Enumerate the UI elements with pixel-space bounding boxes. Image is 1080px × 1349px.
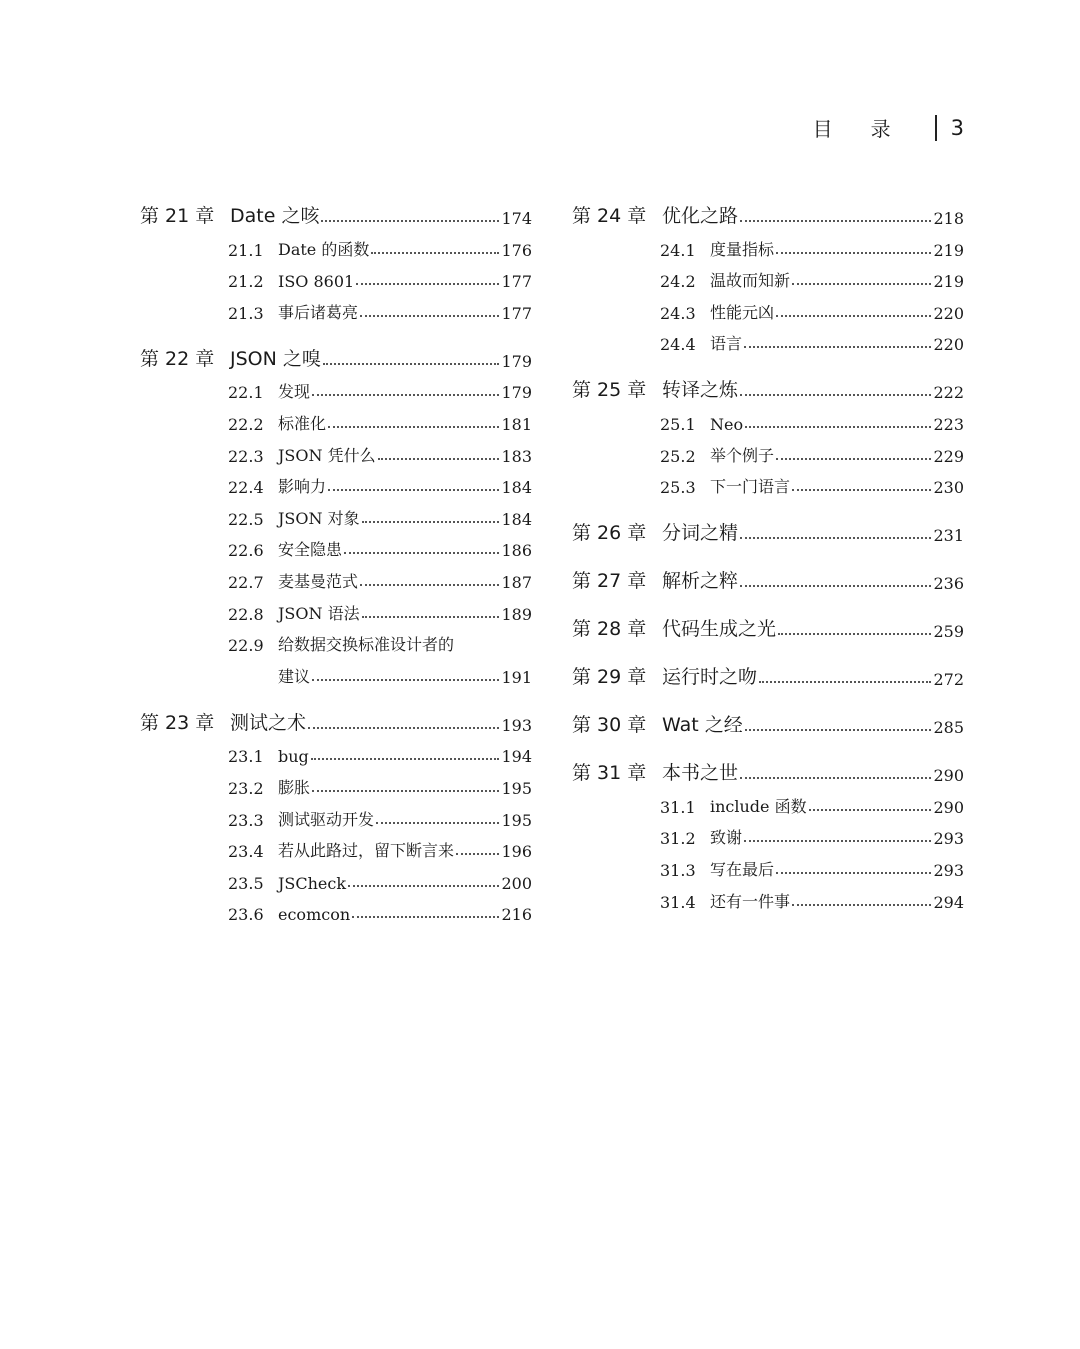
toc-section-entry[interactable]: [140, 655, 532, 687]
entry-number: 24.4: [660, 335, 696, 355]
entry-number: 22.5: [228, 509, 264, 529]
entry-number: 21.2: [228, 272, 264, 292]
entry-number: 22.7: [228, 572, 264, 592]
toc-section-entry[interactable]: [572, 260, 964, 292]
dot-leader: [776, 315, 931, 317]
dot-leader: [362, 616, 500, 618]
entry-number: 第 24 章: [572, 205, 647, 227]
entry-page-number: 285: [933, 718, 964, 738]
entry-title: 举个例子: [710, 445, 775, 465]
dot-leader: [809, 809, 932, 811]
entry-page-number: 179: [501, 383, 532, 403]
entry-number: 31.1: [660, 797, 696, 817]
dot-leader: [776, 252, 931, 254]
dot-leader: [323, 363, 500, 365]
entry-number: 第 28 章: [572, 618, 647, 641]
entry-page-number: 177: [501, 272, 532, 292]
dot-leader: [745, 729, 932, 731]
entry-page-number: 189: [501, 604, 532, 624]
dot-leader: [312, 790, 499, 792]
entry-number: 21.1: [228, 240, 264, 260]
entry-number: 第 25 章: [572, 379, 647, 402]
entry-page-number: 200: [501, 873, 532, 893]
dot-leader: [740, 585, 931, 587]
dot-leader: [348, 885, 499, 887]
dot-leader: [778, 633, 931, 635]
toc-chapter-entry[interactable]: [572, 651, 964, 689]
dot-leader: [328, 489, 499, 491]
toc-section-entry[interactable]: [140, 592, 532, 624]
entry-page-number: 218: [933, 209, 964, 228]
entry-title: 性能元凶: [710, 302, 775, 322]
entry-number: 22.6: [228, 541, 264, 561]
entry-page-number: 194: [501, 747, 532, 767]
toc-section-entry[interactable]: [140, 766, 532, 798]
entry-page-number: 290: [933, 766, 964, 786]
toc-section-entry[interactable]: [140, 830, 532, 862]
entry-page-number: 290: [933, 797, 964, 817]
entry-number: 24.2: [660, 272, 696, 292]
header-divider: [935, 115, 937, 141]
toc-section-entry[interactable]: [140, 402, 532, 434]
entry-title: 发现: [278, 382, 311, 402]
entry-title: ecomcon: [278, 905, 351, 925]
dot-leader: [356, 283, 499, 285]
entry-number: 25.2: [660, 446, 696, 466]
toc-section-entry[interactable]: [140, 434, 532, 466]
toc-section-entry[interactable]: [572, 848, 964, 880]
toc-section-entry[interactable]: [572, 291, 964, 323]
toc-section-entry[interactable]: [572, 785, 964, 817]
entry-page-number: 230: [933, 478, 964, 498]
entry-title: 麦基曼范式: [278, 571, 359, 591]
entry-number: 第 27 章: [572, 570, 647, 593]
entry-title: bug: [278, 747, 309, 767]
toc-section-entry[interactable]: [572, 323, 964, 355]
entry-number: 31.3: [660, 860, 696, 880]
entry-number: 21.3: [228, 303, 264, 323]
toc-section-entry[interactable]: [140, 466, 532, 498]
entry-number: 24.1: [660, 240, 696, 260]
dot-leader: [744, 840, 931, 842]
entry-title: JSON 语法: [278, 603, 360, 623]
entry-page-number: 293: [933, 829, 964, 849]
dot-leader: [360, 584, 499, 586]
entry-page-number: 195: [501, 778, 532, 798]
dot-leader: [308, 727, 499, 729]
dot-leader: [371, 252, 499, 254]
toc-section-entry[interactable]: [572, 434, 964, 466]
entry-page-number: 193: [501, 715, 532, 735]
entry-title: Neo: [710, 414, 744, 434]
entry-title: 本书之世: [662, 762, 739, 785]
entry-number: 23.2: [228, 778, 264, 798]
entry-title: ISO 8601: [278, 272, 355, 292]
dot-leader: [312, 679, 499, 681]
entry-page-number: 216: [501, 905, 532, 925]
dot-leader: [360, 315, 499, 317]
entry-page-number: 177: [501, 303, 532, 323]
toc-chapter-entry[interactable]: [140, 697, 532, 735]
entry-page-number: 179: [501, 351, 532, 371]
entry-title: 若从此路过，留下断言来: [278, 841, 455, 861]
entry-title: 影响力: [278, 477, 327, 497]
entry-page-number: 272: [933, 670, 964, 690]
toc-section-entry[interactable]: [140, 497, 532, 529]
toc-column-right: [572, 190, 964, 912]
toc-chapter-entry[interactable]: [572, 747, 964, 785]
dot-leader: [352, 916, 499, 918]
toc-chapter-entry[interactable]: [140, 190, 532, 228]
entry-number: 第 23 章: [140, 711, 215, 734]
entry-title: 解析之粹: [662, 570, 739, 593]
entry-number: 31.2: [660, 829, 696, 849]
toc-section-entry[interactable]: [140, 560, 532, 592]
entry-page-number: 174: [501, 209, 532, 228]
dot-leader: [328, 426, 499, 428]
entry-page-number: 219: [933, 272, 964, 292]
toc-section-entry[interactable]: [140, 291, 532, 323]
entry-number: 23.1: [228, 747, 264, 767]
entry-page-number: 231: [933, 526, 964, 546]
toc-chapter-entry[interactable]: [572, 555, 964, 593]
toc-chapter-entry[interactable]: [572, 603, 964, 641]
entry-page-number: 187: [501, 572, 532, 592]
entry-title: 安全隐患: [278, 540, 343, 560]
entry-title: 运行时之吻: [662, 666, 758, 689]
toc-section-entry[interactable]: [140, 371, 532, 403]
toc-chapter-entry[interactable]: [140, 333, 532, 371]
entry-page-number: 184: [501, 478, 532, 498]
entry-number: 22.1: [228, 383, 264, 403]
entry-title: JSON 之嗅: [230, 347, 321, 370]
dot-leader: [776, 872, 931, 874]
entry-title: JSCheck: [278, 873, 347, 893]
entry-page-number: 183: [501, 446, 532, 466]
dot-leader: [744, 346, 931, 348]
toc-section-entry[interactable]: [572, 402, 964, 434]
entry-page-number: 220: [933, 335, 964, 355]
entry-number: 第 21 章: [140, 205, 215, 227]
toc-section-entry[interactable]: [140, 624, 532, 656]
entry-title: JSON 对象: [278, 508, 360, 528]
dot-leader: [740, 537, 931, 539]
toc-section-entry[interactable]: [140, 861, 532, 893]
entry-page-number: 220: [933, 303, 964, 323]
entry-title: Date 之咳: [230, 205, 320, 227]
dot-leader: [740, 394, 931, 396]
toc-chapter-entry[interactable]: [572, 507, 964, 545]
entry-page-number: 259: [933, 622, 964, 642]
entry-title: 事后诸葛亮: [278, 302, 359, 322]
entry-title: 下一门语言: [710, 477, 791, 497]
entry-number: 22.3: [228, 446, 264, 466]
entry-page-number: 293: [933, 860, 964, 880]
entry-title: 度量指标: [710, 239, 775, 259]
toc-section-entry[interactable]: [140, 228, 532, 260]
toc-section-entry[interactable]: [140, 893, 532, 925]
entry-title: 转译之炼: [662, 379, 739, 402]
dot-leader: [759, 681, 931, 683]
entry-number: 23.5: [228, 873, 264, 893]
entry-number: 25.3: [660, 478, 696, 498]
dot-leader: [456, 853, 499, 855]
page-number: 3: [950, 115, 964, 140]
toc-section-entry[interactable]: [572, 817, 964, 849]
toc-section-entry[interactable]: [140, 735, 532, 767]
toc-section-entry[interactable]: [140, 798, 532, 830]
dot-leader: [792, 283, 931, 285]
dot-leader: [344, 552, 499, 554]
toc-chapter-entry[interactable]: [572, 699, 964, 737]
entry-title: 致谢: [710, 828, 743, 848]
entry-page-number: 186: [501, 541, 532, 561]
entry-page-number: 236: [933, 574, 964, 594]
entry-title: 语言: [710, 334, 743, 354]
entry-title: 给数据交换标准设计者的: [278, 635, 455, 655]
toc-section-entry[interactable]: [572, 228, 964, 260]
entry-page-number: 191: [501, 667, 532, 687]
toc-column-left: [140, 190, 532, 924]
entry-number: 31.4: [660, 892, 696, 912]
entry-number: 第 29 章: [572, 666, 647, 689]
dot-leader: [740, 220, 931, 222]
dot-leader: [740, 777, 931, 779]
entry-title: 写在最后: [710, 859, 775, 879]
toc-section-entry[interactable]: [140, 529, 532, 561]
dot-leader: [378, 458, 500, 460]
entry-title: 建议: [278, 666, 311, 686]
section-title: 目录: [812, 117, 929, 141]
entry-title: 还有一件事: [710, 891, 791, 911]
entry-page-number: 219: [933, 240, 964, 260]
entry-number: 第 22 章: [140, 347, 215, 370]
entry-title: 代码生成之光: [662, 618, 777, 641]
dot-leader: [311, 758, 500, 760]
entry-number: 第 26 章: [572, 522, 647, 545]
dot-leader: [792, 489, 931, 491]
entry-number: 22.4: [228, 478, 264, 498]
dot-leader: [321, 220, 499, 222]
entry-number: 22.2: [228, 414, 264, 434]
dot-leader: [312, 394, 499, 396]
entry-page-number: 181: [501, 414, 532, 434]
entry-page-number: 176: [501, 240, 532, 260]
entry-number: 第 31 章: [572, 762, 647, 785]
entry-title: Date 的函数: [278, 239, 370, 259]
entry-page-number: 184: [501, 509, 532, 529]
dot-leader: [776, 458, 931, 460]
entry-title: 温故而知新: [710, 271, 791, 291]
entry-title: 测试之术: [230, 711, 307, 734]
dot-leader: [376, 822, 499, 824]
toc-chapter-entry[interactable]: [572, 364, 964, 402]
entry-number: 23.6: [228, 905, 264, 925]
toc-section-entry[interactable]: [140, 260, 532, 292]
entry-number: 第 30 章: [572, 714, 647, 737]
entry-page-number: 229: [933, 446, 964, 466]
entry-number: 24.3: [660, 303, 696, 323]
entry-number: 23.3: [228, 810, 264, 830]
entry-title: JSON 凭什么: [278, 445, 376, 465]
entry-number: 22.8: [228, 604, 264, 624]
toc-section-entry[interactable]: [572, 880, 964, 912]
entry-title: 测试驱动开发: [278, 809, 375, 829]
page-header: [813, 113, 964, 142]
entry-page-number: 294: [933, 892, 964, 912]
entry-page-number: 222: [933, 383, 964, 403]
entry-page-number: 223: [933, 414, 964, 434]
entry-title: 分词之精: [662, 522, 739, 545]
entry-title: 优化之路: [662, 205, 739, 227]
dot-leader: [362, 521, 500, 523]
entry-title: Wat 之经: [662, 714, 743, 737]
entry-title: include 函数: [710, 796, 807, 816]
toc-chapter-entry[interactable]: [572, 190, 964, 228]
entry-number: 23.4: [228, 842, 264, 862]
dot-leader: [745, 426, 931, 428]
entry-title: 标准化: [278, 413, 327, 433]
entry-number: 25.1: [660, 414, 696, 434]
entry-page-number: 196: [501, 842, 532, 862]
entry-page-number: 195: [501, 810, 532, 830]
dot-leader: [792, 904, 931, 906]
entry-number: 22.9: [228, 636, 264, 656]
entry-title: 膨胀: [278, 777, 311, 797]
toc-section-entry[interactable]: [572, 466, 964, 498]
